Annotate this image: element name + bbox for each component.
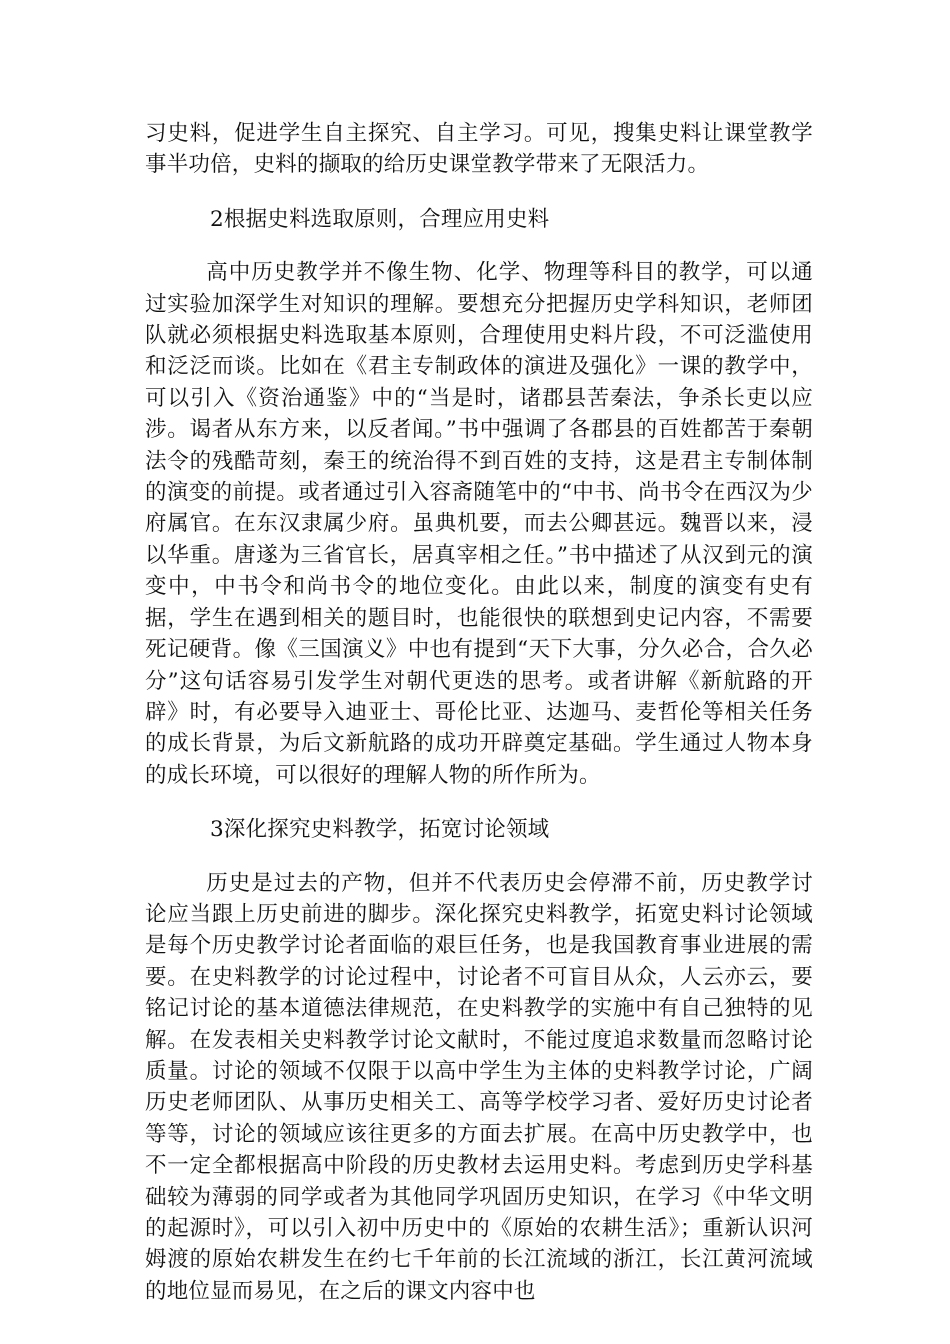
body-paragraph-continuation: 习史料，促进学生自主探究、自主学习。可见，搜集史料让课堂教学事半功倍，史料的撷取的给历史课堂教学带来了无限活力。: [145, 121, 813, 178]
section-heading-3: 3深化探究史料教学，拓宽讨论领域: [210, 817, 550, 843]
body-paragraph-section-3: 历史是过去的产物，但并不代表历史会停滞不前，历史教学讨论应当跟上历史前进的脚步。深化探究史料教学，拓宽史料讨论领域是每个历史教学讨论者面临的艰巨任务，也是我国教育事业进展的需要。在史料教学的讨论过程中，讨论者不可盲目从众，人云亦云，要铭记讨论的基本道德法律规范，在史料教学的实施中有自己独特的见解。在发表相关史料教学讨论文献时，不能过度追求数量而忽略讨论质量。讨论的领域不仅限于以高中学生为主体的史料教学讨论，广阔历史老师团队、从事历史相关工、高等学校学习者、爱好历史讨论者等等，讨论的领域应该往更多的方面去扩展。在高中历史教学中，也不一定全都根据高中阶段的历史教材去运用史料。考虑到历史学科基础较为薄弱的同学或者为其他同学巩固历史知识，在学习《中华文明的起源时》，可以引入初中历史中的《原始的农耕生活》；重新认识河姆渡的原始农耕发生在约七千年前的长江流域的浙江，长江黄河流域的地位显而易见，在之后的课文内容中也: [145, 870, 813, 1304]
spacer: [145, 235, 813, 257]
section-heading-2: 2根据史料选取原则，合理应用史料: [210, 206, 550, 232]
spacer: [145, 846, 813, 868]
body-paragraph-section-2: 高中历史教学并不像生物、化学、物理等科目的教学，可以通过实验加深学生对知识的理解。要想充分把握历史学科知识，老师团队就必须根据史料选取基本原则，合理使用史料片段，不可泛滥使用和泛泛而谈。比如在《君主专制政体的演进及强化》一课的教学中，可以引入《资治通鉴》中的“当是时，诸郡县苦秦法，争杀长吏以应涉。谒者从东方来，以反者闻。”书中强调了各郡县的百姓都苦于秦朝法令的残酷苛刻，秦王的统治得不到百姓的支持，这是君主专制体制的演变的前提。或者通过引入容斋随笔中的“中书、尚书令在西汉为少府属官。在东汉隶属少府。虽典机要，而去公卿甚远。魏晋以来，浸以华重。唐遂为三省官长，居真宰相之任。”书中描述了从汉到元的演变中，中书令和尚书令的地位变化。由此以来，制度的演变有史有据，学生在遇到相关的题目时，也能很快的联想到史记内容，不需要死记硬背。像《三国演义》中也有提到“天下大事，分久必合，合久必分”这句话容易引发学生对朝代更迭的思考。或者讲解《新航路的开辟》时，有必要导入迪亚士、哥伦比亚、达迦马、麦哲伦等相关任务的成长背景，为后文新航路的成功开辟奠定基础。学生通过人物本身的成长环境，可以很好的理解人物的所作所为。: [145, 260, 813, 788]
document-body: [145, 118, 813, 1307]
spacer: [145, 791, 813, 814]
spacer: [145, 181, 813, 204]
